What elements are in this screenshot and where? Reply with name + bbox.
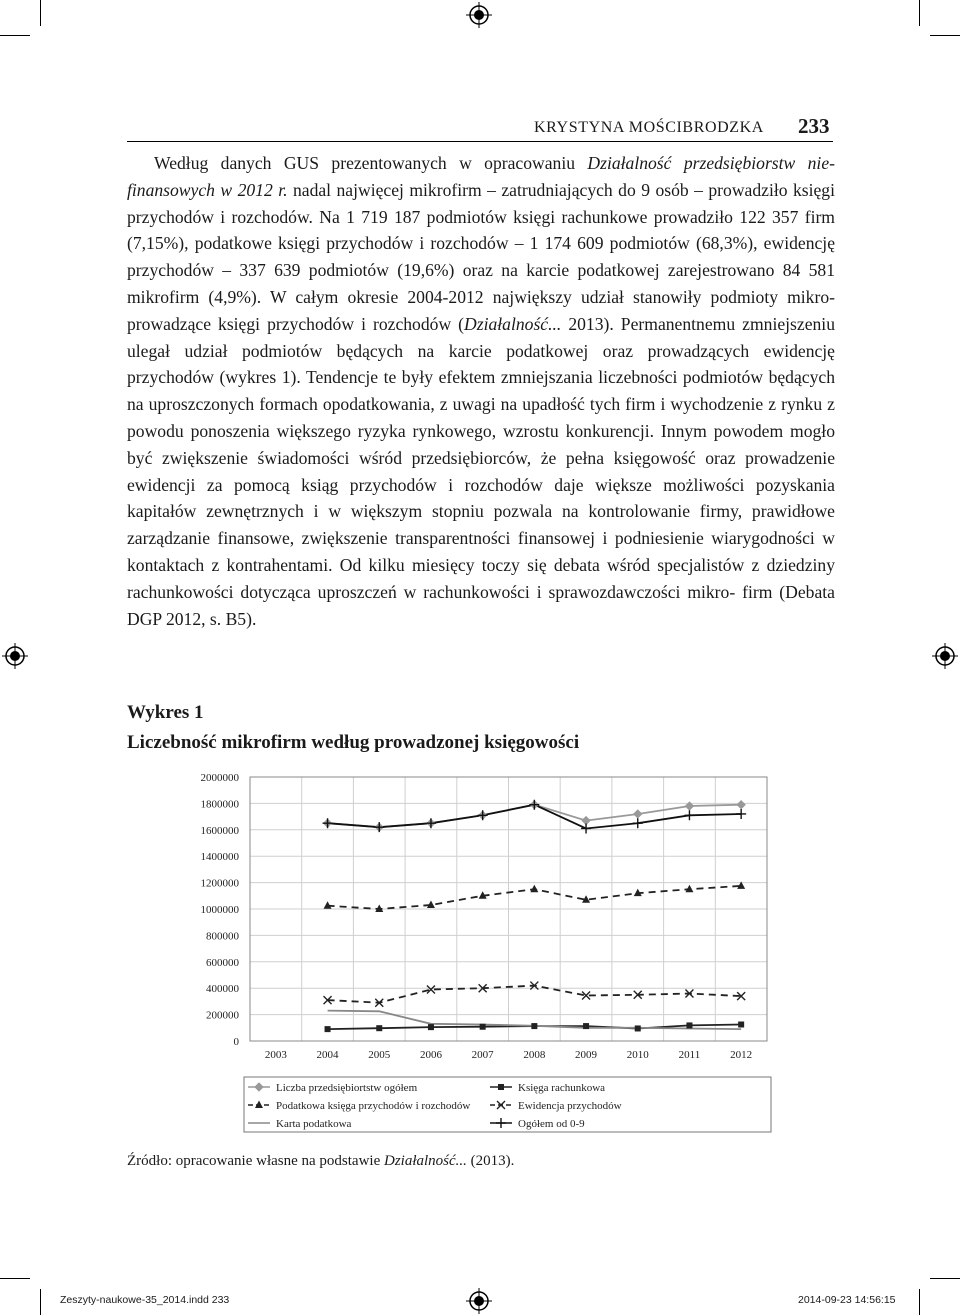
data-point-square (428, 1024, 434, 1030)
y-tick-label: 0 (233, 1036, 239, 1048)
data-point-square (738, 1022, 744, 1028)
data-point-square (531, 1023, 537, 1029)
data-point-plus (374, 822, 384, 832)
legend-label: Karta podatkowa (276, 1118, 352, 1130)
data-point-diamond (634, 810, 642, 818)
page-number: 233 (798, 114, 830, 138)
legend-label: Ogółem od 0-9 (518, 1118, 585, 1130)
x-tick-label: 2008 (523, 1049, 546, 1061)
data-point-square (686, 1022, 692, 1028)
y-tick-label: 800000 (206, 930, 239, 943)
x-tick-label: 2011 (678, 1049, 701, 1061)
x-tick-label: 2005 (368, 1049, 391, 1061)
italic-text-run: Działalność przedsiębiorstw nie-finansowych w 2012 r. (127, 153, 835, 200)
y-tick-label: 400000 (206, 983, 239, 996)
data-point-square (498, 1084, 504, 1090)
x-tick-label: 2009 (575, 1049, 598, 1061)
running-header-author: KRYSTYNA MOŚCIBRODZKA (534, 119, 764, 136)
y-tick-label: 1200000 (200, 877, 239, 890)
legend-label: Ewidencja przychodów (518, 1100, 622, 1112)
text-run: nadal najwięcej mikrofirm – zatrudniających do 9 osób – prowadziło księgi przychodów i rozchodów. Na 1 719 187 podmiotów księgi rachunkowe prowadziło 122 357 firm (7,15%), podatkowe księgi przychodów i rozchodów – 1 174 609 podmiotów (68,3%), ewidencję przychodów – 337 639 podmiotów (19,6%) oraz na karcie podatkowej zarejestrowano 84 581 mikrofirm (4,9%). W całym okresie 2004-2012 największy udział stanowiły podmioty mikro- prowadzące księgi przychodów i rozchodów ( (127, 179, 835, 334)
data-point-triangle (324, 901, 332, 909)
data-point-plus (426, 818, 436, 828)
y-tick-label: 600000 (206, 956, 239, 969)
legend-label: Księga rachunkowa (518, 1082, 606, 1094)
y-tick-label: 1600000 (200, 824, 239, 837)
y-tick-label: 200000 (206, 1009, 239, 1022)
data-point-diamond (737, 801, 745, 809)
x-tick-label: 2003 (264, 1049, 287, 1061)
footer-timestamp: 2014-09-23 14:56:15 (798, 1294, 896, 1306)
y-tick-label: 2000000 (200, 772, 239, 784)
data-point-plus (478, 810, 488, 820)
data-point-triangle (530, 885, 538, 893)
data-point-plus (736, 809, 746, 819)
italic-text-run: Działalność... (384, 1153, 467, 1169)
data-point-plus (323, 818, 333, 828)
data-point-square (325, 1026, 331, 1032)
x-tick-label: 2004 (316, 1049, 339, 1061)
y-tick-label: 1400000 (200, 851, 239, 864)
data-point-square (480, 1024, 486, 1030)
figure-title: Liczebność mikrofirm według prowadzonej księgowości (127, 732, 580, 753)
x-tick-label: 2010 (626, 1049, 649, 1061)
text-run: Źródło: opracowanie własne na podstawie (127, 1153, 384, 1169)
x-tick-label: 2006 (419, 1049, 442, 1061)
y-tick-label: 1800000 (200, 798, 239, 811)
y-tick-label: 1000000 (200, 904, 239, 916)
data-point-square (376, 1025, 382, 1031)
legend-label: Liczba przedsiębiortstw ogółem (276, 1082, 418, 1094)
data-point-plus (529, 800, 539, 810)
footer-file-slug: Zeszyty-naukowe-35_2014.indd 233 (60, 1294, 230, 1306)
x-tick-label: 2007 (471, 1049, 494, 1061)
data-point-triangle (685, 885, 693, 893)
data-point-square (635, 1025, 641, 1031)
text-run: (2013). (466, 1153, 515, 1169)
data-point-triangle (427, 901, 435, 909)
italic-text-run: Działalność... (464, 313, 562, 334)
data-point-plus (581, 823, 591, 833)
legend-label: Podatkowa księga przychodów i rozchodów (276, 1100, 471, 1112)
data-point-diamond (582, 817, 590, 825)
text-run: 2013). Permanentnemu zmniejszeniu ulegał udział podmiotów będących na karcie podatkowej oraz prowadzących ewidencję przychodów (wykres 1). Tendencje te były efektem zmniejszania liczebności podmiotów będących na uproszczonych formach opodatkowania, z uwagi na upadłość tych firm i wychodzenie z rynku z powodu ponoszenia większego ryzyka rynkowego, wzrostu konkurencji. Innym powodem mogło być zwiększenie świadomości wśród przedsiębiorców, że pełna księgowość oraz prowadzenie ewidencji za pomocą ksiąg przychodów i rozchodów daje większe możliwości pozyskania kapitałów zewnętrznych i w większym stopniu pozwala na kontrolowanie firmy, prawidłowe zarządzanie finansowe, zwiększenie transparentności finansowej i podniesienie wiarygodności w kontaktach z kontrahentami. Od kilku miesięcy toczy się debata wśród specjalistów z dziedziny rachunkowości dotycząca uproszczeń w rachunkowości i sprawozdawczości mikro- firm (Debata DGP 2012, s. B5). (127, 313, 835, 629)
data-point-plus (633, 818, 643, 828)
figure-source (127, 1153, 514, 1170)
figure-label: Wykres 1 (127, 702, 204, 723)
data-point-square (583, 1023, 589, 1029)
text-run: Według danych GUS prezentowanych w opracowaniu (154, 153, 588, 173)
x-tick-label: 2012 (730, 1049, 753, 1061)
data-point-plus (684, 810, 694, 820)
